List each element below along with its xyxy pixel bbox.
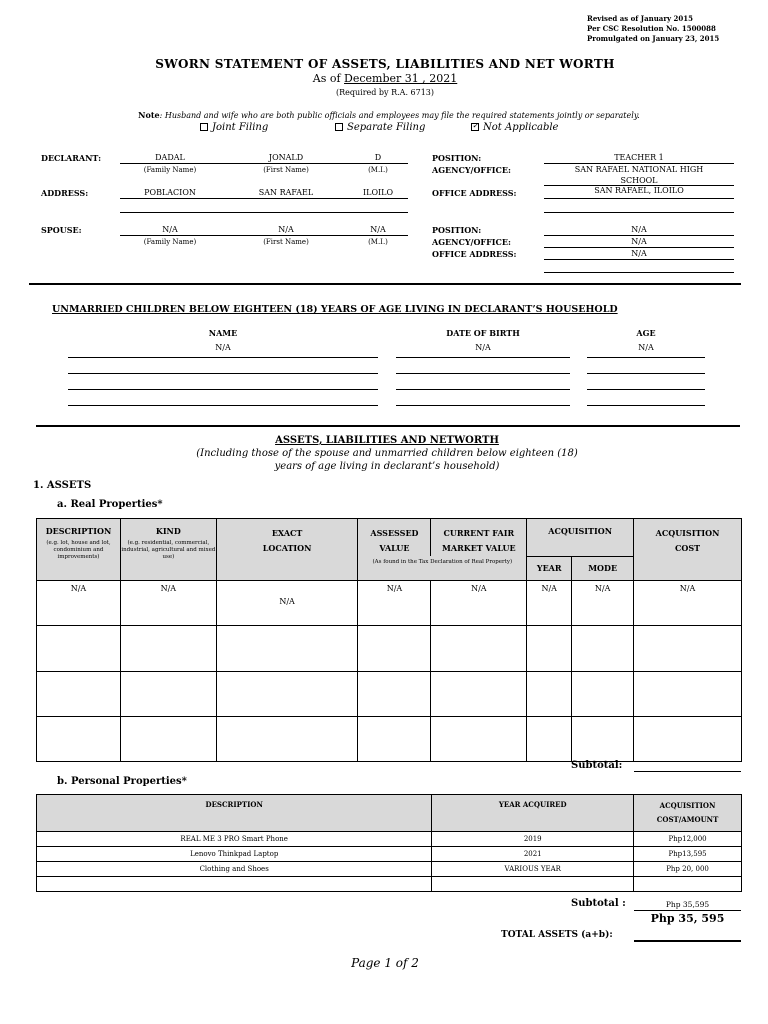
- personal-row-cost: [634, 877, 742, 892]
- declarant-family-caption: (Family Name): [143, 166, 197, 174]
- real-header-tax-note: (As found in the Tax Declaration of Real Property): [358, 556, 527, 580]
- address-label: ADDRESS:: [41, 188, 89, 198]
- assets-title: ASSETS, LIABILITIES AND NETWORTH: [275, 435, 499, 446]
- real-properties-table: [36, 518, 742, 762]
- spouse-agency-value: N/A: [631, 237, 647, 246]
- spouse-mi-caption: (M.I.): [368, 238, 388, 246]
- spouse-family-name: N/A: [162, 225, 178, 234]
- real-header-mode: MODE: [572, 556, 634, 580]
- real-cell-assessed: N/A: [358, 580, 431, 625]
- personal-header-description: DESCRIPTION: [37, 795, 432, 832]
- declarant-label: DECLARANT:: [41, 153, 102, 163]
- declarant-first-caption: (First Name): [263, 166, 309, 174]
- personal-subtotal-value: Php 35,595: [665, 900, 710, 909]
- assets-subtitle-1: (Including those of the spouse and unmarried children below eighteen (18): [196, 448, 578, 459]
- personal-header-year: YEAR ACQUIRED: [432, 795, 634, 832]
- personal-row-cost: Php12,000: [634, 832, 742, 847]
- section-divider-2: [36, 425, 740, 427]
- personal-properties-table: [36, 794, 742, 892]
- real-cell-mode: N/A: [572, 580, 634, 625]
- personal-properties-heading: b. Personal Properties*: [57, 776, 187, 787]
- real-header-year: YEAR: [527, 556, 572, 580]
- note-label: Note: [138, 110, 160, 120]
- agency-line-1: SAN RAFAEL NATIONAL HIGH: [574, 165, 704, 174]
- real-header-cost: [634, 519, 742, 581]
- total-assets-value: Php 35, 595: [650, 912, 725, 925]
- spouse-label: SPOUSE:: [41, 225, 82, 235]
- real-row-1: [37, 580, 742, 625]
- children-age-header: AGE: [636, 328, 656, 338]
- filing-option-joint[interactable]: [200, 122, 268, 133]
- real-header-assessed: [358, 519, 431, 557]
- agency-line-2: SCHOOL: [620, 176, 658, 185]
- declarant-mi: D: [374, 153, 382, 162]
- real-cell-fair-value: N/A: [431, 580, 527, 625]
- personal-row-year: 2019: [432, 832, 634, 847]
- not-applicable-label: Not Applicable: [483, 122, 559, 133]
- declarant-family-name: DADAL: [155, 153, 185, 162]
- declarant-mi-caption: (M.I.): [368, 166, 388, 174]
- real-header-cost-1: ACQUISITION: [655, 528, 720, 538]
- personal-row: [37, 862, 742, 877]
- spouse-mi: N/A: [370, 225, 386, 234]
- personal-row-year: VARIOUS YEAR: [432, 862, 634, 877]
- assets-subtitle-2: years of age living in declarant’s household): [274, 461, 500, 472]
- promulgated-text: Promulgated on January 23, 2015: [587, 34, 720, 43]
- real-header-assessed-2: VALUE: [379, 543, 410, 553]
- office-address-label: OFFICE ADDRESS:: [432, 188, 517, 198]
- total-assets-label: TOTAL ASSETS (a+b):: [501, 930, 613, 940]
- real-cell-cost: N/A: [634, 580, 742, 625]
- spouse-office-address-value: N/A: [631, 249, 647, 258]
- separate-filing-checkbox[interactable]: [335, 123, 343, 131]
- personal-header-cost-1: ACQUISITION: [659, 801, 716, 810]
- spouse-office-address-label: OFFICE ADDRESS:: [432, 249, 517, 259]
- personal-row-description: REAL ME 3 PRO Smart Phone: [37, 832, 432, 847]
- personal-row: [37, 877, 742, 892]
- personal-row-year: [432, 877, 634, 892]
- personal-row-cost: Php13,595: [634, 847, 742, 862]
- real-header-kind: [120, 519, 216, 581]
- personal-subtotal-label: Subtotal :: [571, 898, 626, 909]
- assets-heading: 1. ASSETS: [33, 480, 92, 491]
- spouse-position-value: N/A: [631, 225, 647, 234]
- children-name-header: NAME: [208, 328, 238, 338]
- note-line: [0, 110, 768, 120]
- real-header-location: [216, 519, 358, 581]
- spouse-position-label: POSITION:: [432, 225, 482, 235]
- page-number: Page 1 of 2: [351, 956, 419, 970]
- address-part-2: SAN RAFAEL: [258, 188, 314, 197]
- personal-row-description: Lenovo Thinkpad Laptop: [37, 847, 432, 862]
- spouse-first-caption: (First Name): [263, 238, 309, 246]
- real-subtotal-line: [634, 771, 741, 772]
- child-age: N/A: [638, 343, 654, 352]
- real-properties-heading: a. Real Properties*: [57, 499, 163, 510]
- real-row-empty: [37, 716, 742, 761]
- personal-row-description: [37, 877, 432, 892]
- total-assets-line: [634, 940, 741, 942]
- separate-filing-label: Separate Filing: [347, 122, 426, 133]
- as-of-date: December 31 , 2021: [344, 72, 458, 85]
- spouse-agency-label: AGENCY/OFFICE:: [432, 237, 511, 247]
- address-part-1: POBLACION: [144, 188, 196, 197]
- not-applicable-checkbox[interactable]: [471, 123, 479, 131]
- real-cell-description: N/A: [37, 580, 121, 625]
- real-header-description-sub: (e.g. lot, house and lot, condominium and improvements): [46, 540, 111, 560]
- real-header-assessed-1: ASSESSED: [370, 528, 419, 538]
- required-text: (Required by R.A. 6713): [335, 88, 435, 97]
- personal-row-description: Clothing and Shoes: [37, 862, 432, 877]
- position-label: POSITION:: [432, 153, 482, 163]
- as-of-line: [0, 72, 768, 85]
- real-cell-location: N/A: [216, 580, 358, 625]
- filing-option-separate[interactable]: [335, 122, 425, 133]
- real-header-fair-2: MARKET VALUE: [442, 543, 516, 553]
- real-row-empty: [37, 625, 742, 671]
- personal-header-cost-2: COST/AMOUNT: [656, 815, 719, 824]
- agency-label: AGENCY/OFFICE:: [432, 165, 511, 175]
- real-cell-kind: N/A: [120, 580, 216, 625]
- personal-row-cost: Php 20, 000: [634, 862, 742, 877]
- children-title: UNMARRIED CHILDREN BELOW EIGHTEEN (18) YEARS OF AGE LIVING IN DECLARANT’S HOUSEHOLD: [52, 304, 618, 315]
- address-part-3: ILOILO: [362, 188, 394, 197]
- position-value: TEACHER 1: [614, 153, 664, 162]
- real-header-kind-sub: (e.g. residential, commercial, industrial, agricultural and mixed use): [121, 540, 216, 560]
- real-header-description-text: DESCRIPTION: [45, 526, 112, 536]
- filing-option-not-applicable[interactable]: [471, 122, 558, 133]
- resolution-text: Per CSC Resolution No. 1500088: [587, 24, 716, 33]
- real-header-acquisition: ACQUISITION: [527, 519, 634, 557]
- section-divider-1: [29, 283, 741, 285]
- real-header-kind-text: KIND: [155, 526, 181, 536]
- personal-header-cost: [634, 795, 742, 832]
- personal-row: [37, 847, 742, 862]
- as-of-label: As of: [312, 72, 341, 85]
- joint-filing-checkbox[interactable]: [200, 123, 208, 131]
- joint-filing-label: Joint Filing: [212, 122, 269, 133]
- personal-row: [37, 832, 742, 847]
- page-title: SWORN STATEMENT OF ASSETS, LIABILITIES AND NET WORTH: [155, 57, 615, 71]
- real-header-cost-2: COST: [675, 543, 701, 553]
- real-header-location-1: EXACT: [271, 528, 303, 538]
- note-text: : Husband and wife who are both public officials and employees may file the required statements jointly or separately.: [159, 111, 640, 120]
- office-address-value: SAN RAFAEL, ILOILO: [594, 186, 684, 195]
- real-cell-year: N/A: [527, 580, 572, 625]
- spouse-family-caption: (Family Name): [143, 238, 197, 246]
- real-header-fair-1: CURRENT FAIR: [443, 528, 515, 538]
- real-header-fair-value: [431, 519, 527, 557]
- real-header-description: [37, 519, 121, 581]
- revised-text: Revised as of January 2015: [587, 14, 693, 23]
- personal-row-year: 2021: [432, 847, 634, 862]
- child-name: N/A: [215, 343, 231, 352]
- revision-info: [587, 14, 719, 44]
- real-row-empty: [37, 671, 742, 716]
- real-subtotal-label: Subtotal:: [571, 760, 623, 771]
- real-header-location-2: LOCATION: [262, 543, 312, 553]
- child-dob: N/A: [475, 343, 491, 352]
- spouse-first-name: N/A: [278, 225, 294, 234]
- declarant-first-name: JONALD: [268, 153, 304, 162]
- children-dob-header: DATE OF BIRTH: [446, 328, 520, 338]
